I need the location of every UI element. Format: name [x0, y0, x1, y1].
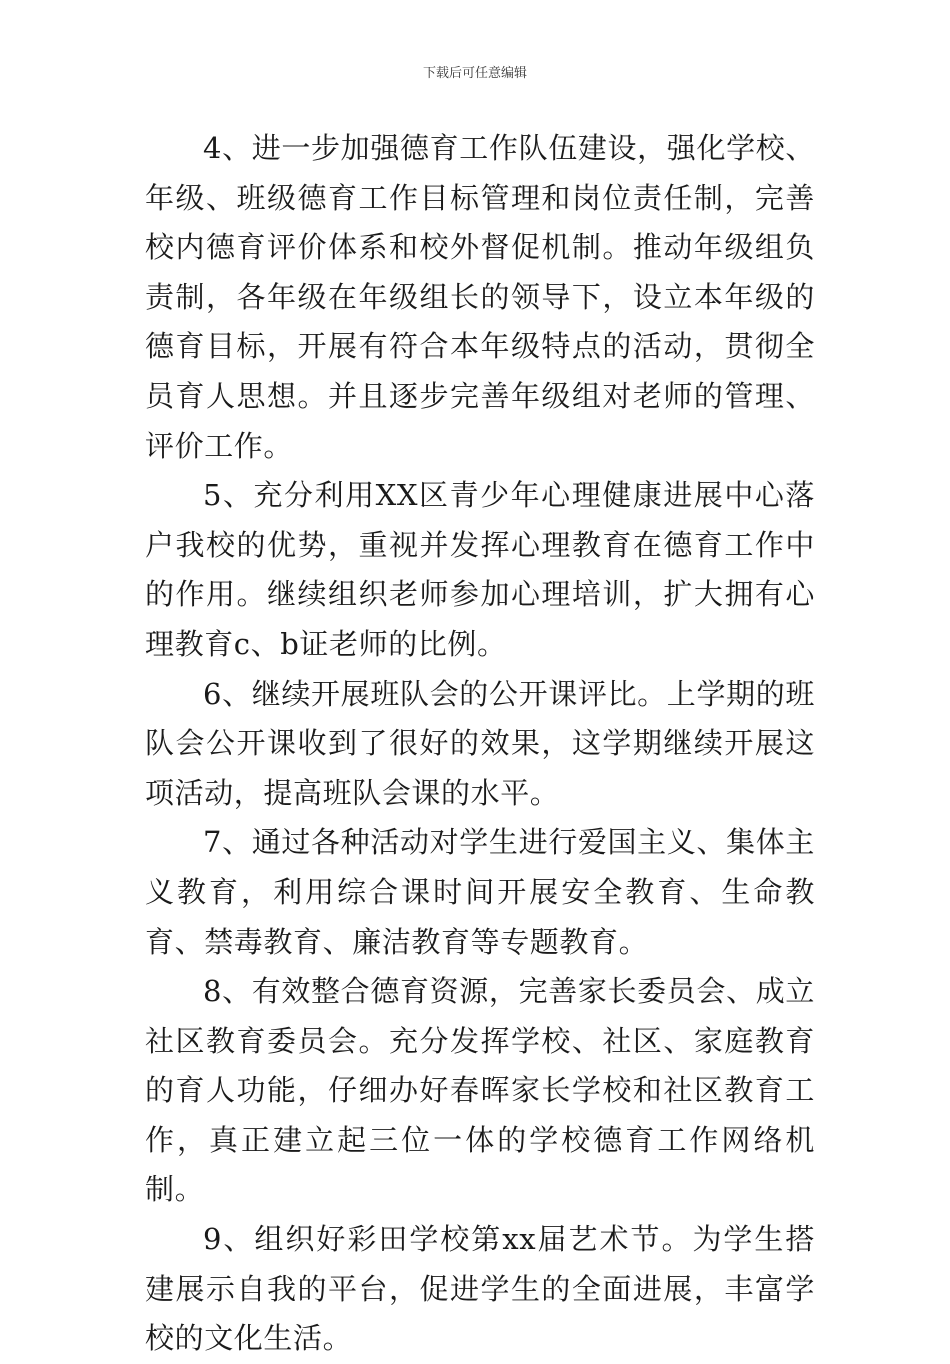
- paragraph-item-6: 6、继续开展班队会的公开课评比。上学期的班队会公开课收到了很好的效果，这学期继续开展这项活动，提高班队会课的水平。: [145, 676, 815, 810]
- paragraph-item-9: 9、组织好彩田学校第xx届艺术节。为学生搭建展示自我的平台，促进学生的全面进展，丰富学校的文化生活。: [145, 1222, 815, 1356]
- paragraph-item-5: 5、充分利用XX区青少年心理健康进展中心落户我校的优势，重视并发挥心理教育在德育工作中的作用。继续组织老师参加心理培训，扩大拥有心理教育c、b证老师的比例。: [145, 478, 815, 661]
- paragraph-item-4: 4、进一步加强德育工作队伍建设，强化学校、年级、班级德育工作目标管理和岗位责任制，完善校内德育评价体系和校外督促机制。推动年级组负责制，各年级在年级组长的领导下，设立本年级的德育目标，开展有符合本年级特点的活动，贯彻全员育人思想。并且逐步完善年级组对老师的管理、评价工作。: [145, 131, 815, 463]
- header-note: 下载后可任意编辑: [422, 66, 527, 81]
- document-body: [145, 124, 815, 1364]
- paragraph-item-7: 7、通过各种活动对学生进行爱国主义、集体主义教育，利用综合课时间开展安全教育、生命教育、禁毒教育、廉洁教育等专题教育。: [145, 825, 815, 959]
- paragraph-item-8: 8、有效整合德育资源，完善家长委员会、成立社区教育委员会。充分发挥学校、社区、家庭教育的育人功能，仔细办好春晖家长学校和社区教育工作，真正建立起三位一体的学校德育工作网络机制。: [145, 974, 815, 1207]
